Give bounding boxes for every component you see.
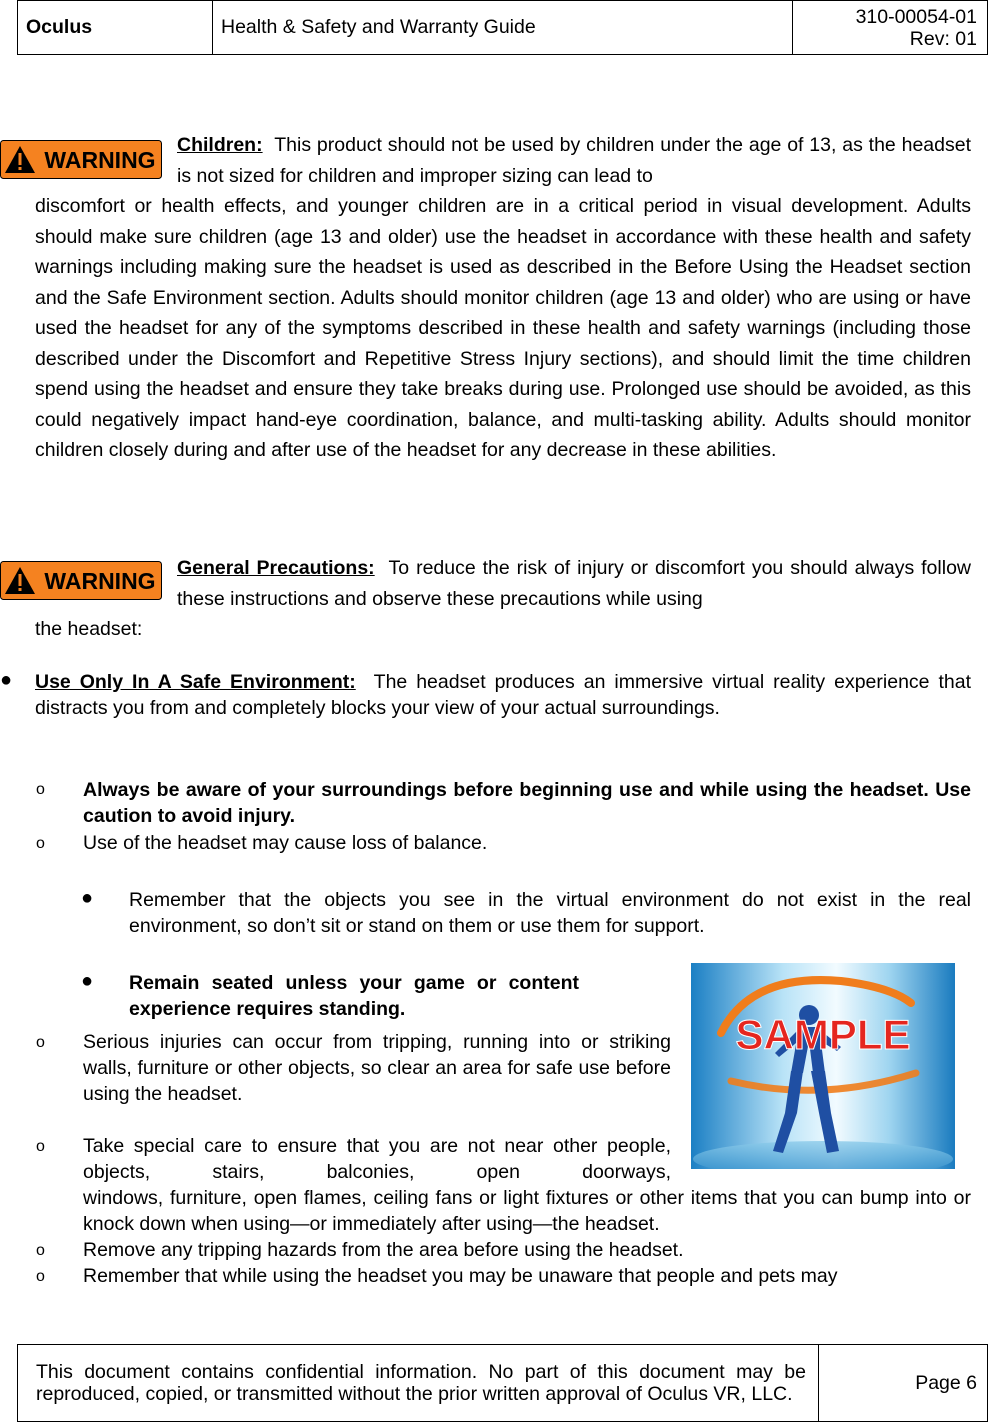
sub-bullet-o: o <box>36 1268 45 1285</box>
sub-bullet-o: o <box>36 781 45 798</box>
safe-env-item-special-care-cont: windows, furniture, open flames, ceiling fans or light fixtures or other items that you can bump into or knock down when using—or immediately after using—the headset. <box>83 1187 971 1235</box>
header-revision: Rev: 01 <box>909 27 977 50</box>
children-body: discomfort or health effects, and younger children are in a critical period in visual development. Adults should make sure children (age 13 and older) use the headset in accordance with these health and safety warnings including making sure the headset is used as described in the Before Using the Headset section and the Safe Environment section. Adults should monitor children (age 13 and older) who are using or have used the headset for any of the symptoms described in these health and safety warnings (including those described under the Discomfort and Repetitive Stress Injury sections), and should limit the time children spend using the headset and ensure they take breaks during use. Prolonged use should be avoided, as this could negatively impact hand-eye coordination, balance, and multi-tasking ability. Adults should monitor children closely during and after use of the headset for any decrease in these abilities. <box>35 195 971 461</box>
children-first-lines <box>177 130 971 191</box>
safe-environment <box>35 669 971 721</box>
general-line1: To reduce the risk of injury or discomfort you should always follow these instructions and observe these precautions while using <box>177 557 971 610</box>
page-footer <box>17 1344 988 1422</box>
bullet-dot: ● <box>81 887 94 909</box>
general-body: the headset: <box>35 618 143 640</box>
header-title: Health & Safety and Warranty Guide <box>213 1 793 55</box>
safe-env-heading: Use Only In A Safe Environment: <box>35 671 356 693</box>
header-doc-number: 310-00054-01 <box>855 5 977 28</box>
sub-item-objects: Remember that the objects you see in the virtual environment do not exist in the real environment, so don’t sit or stand on them or use them for support. <box>129 889 971 937</box>
children-line1: This product should not be used by children under the age of 13, as the headset is not sized for children and improper sizing can lead to <box>177 134 971 187</box>
safe-env-item-unaware: Remember that while using the headset you may be unaware that people and pets may <box>83 1265 838 1287</box>
safe-env-text: The headset produces an immersive virtual reality experience that distracts you from and completely blocks your view of your actual surroundings. <box>35 671 971 719</box>
children-warning <box>35 130 971 466</box>
sample-illustration-image <box>691 963 955 1169</box>
bullet-dot: ● <box>0 669 13 691</box>
sub-bullet-o: o <box>36 835 45 852</box>
sub-bullet-o: o <box>36 1242 45 1259</box>
safe-env-item-tripping: Remove any tripping hazards from the area before using the headset. <box>83 1239 684 1261</box>
bullet-dot: ● <box>81 970 94 992</box>
children-heading: Children: <box>177 134 263 156</box>
safe-env-item-balance: Use of the headset may cause loss of balance. <box>83 832 488 854</box>
header-doc-info <box>793 1 988 55</box>
general-precautions <box>35 553 971 645</box>
general-first-lines <box>177 553 971 614</box>
page-header <box>17 0 988 55</box>
header-company: Oculus <box>18 1 213 55</box>
footer-confidential-notice: This document contains confidential information. No part of this document may be reproduced, copied, or transmitted without the prior written approval of Oculus VR, LLC. <box>18 1345 819 1422</box>
warning-label: WARNING <box>44 568 156 594</box>
sub-bullet-o: o <box>36 1034 45 1051</box>
sample-watermark-text: SAMPLE <box>735 1011 911 1058</box>
safe-env-item-awareness: Always be aware of your surroundings before beginning use and while using the headset. Use caution to avoid injury. <box>83 779 971 827</box>
general-heading: General Precautions: <box>177 557 375 579</box>
safe-env-item-special-care: Take special care to ensure that you are not near other people, objects, stairs, balconies, open doorways, <box>83 1135 671 1183</box>
sub-item-remain-seated: Remain seated unless your game or content experience requires standing. <box>129 972 579 1020</box>
warning-label: WARNING <box>44 147 156 173</box>
footer-page-number: Page 6 <box>819 1345 988 1422</box>
safe-env-item-serious-injuries: Serious injuries can occur from tripping, running into or striking walls, furniture or other objects, so clear an area for safe use before using the headset. <box>83 1031 671 1105</box>
sub-bullet-o: o <box>36 1138 45 1155</box>
